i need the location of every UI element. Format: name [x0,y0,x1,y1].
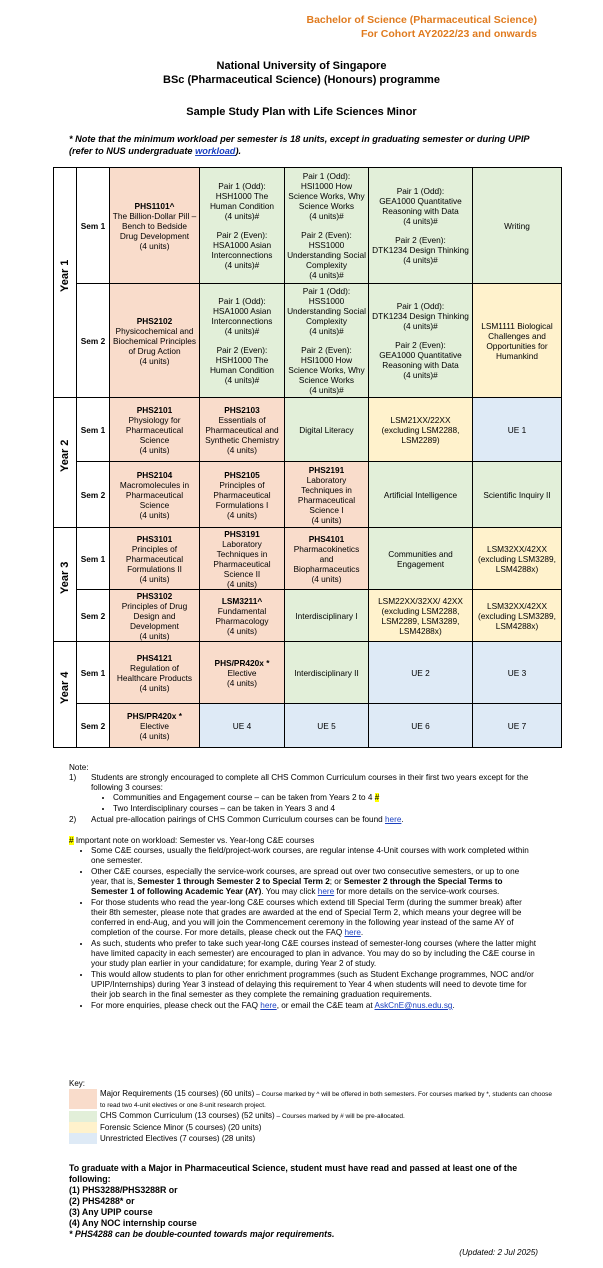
updated-date: (Updated: 2 Jul 2025) [459,1248,538,1257]
course-code: PHS3101 [136,533,173,544]
course-cell [110,528,200,590]
course-cell [369,284,473,398]
course-text: Interdisciplinary II [294,667,359,678]
ue-swatch [69,1133,97,1144]
workload-bullet: • Other C&E courses, especially the service-work courses, are spread out over two consecutive semesters, or up to one year, that is, Semester 1 through Semester 2 to Special Term 2; or Semester 2 through the Special Terms to Semester 1 of following Academic Year (AY). You may click here for more details on the service-work courses. [91,867,539,897]
course-text: (4 units)# [309,326,344,336]
course-text: Laboratory Techniques in Pharmaceutical Science I [297,474,356,515]
course-text: (4 units)# [224,260,260,270]
course-text: Pair 2 (Even): [395,235,446,245]
plan-row [54,462,562,528]
course-text: (4 units) [139,573,170,584]
course-text: Elective [139,720,170,731]
cohort-label: For Cohort AY2022/23 and onwards [360,28,537,40]
course-text: (4 units) [227,677,257,688]
course-text [287,336,366,345]
course-text: (4 units) [227,625,257,636]
course-text: UE 5 [317,720,336,731]
semester-label: Sem 2 [77,590,110,642]
course-text: (4 units)# [403,255,438,265]
faq-link[interactable]: here [344,928,361,937]
semester-label: Sem 1 [77,642,110,704]
course-cell [285,284,369,398]
workload-important-note: # Important note on workload: Semester vs. Year-long C&E courses • Some C&E courses, usually the field/project-work courses, are regular intense 4-Unit courses with work completed within one semester. • Other C&E courses, especially the service-work courses, are spread out over two consecutive semesters, or up to one year, that is, Semester 1 through Semester 2 to Special Term 2; or Semester 2 through the Special Terms to Semester 1 of following Academic Year (AY). You may click here for more details on the service-work courses. • For those students who read the year-long C&E courses which extend till Special Term (during the summer break) after their 8th semester, please note that grades are awarded at the end of Special Term 2, which means your degree will be conferred in end-Aug, and you will join the Commencement ceremony in the following year instead of the same AY of completion of the course. For more details, please check out the FAQ here. • As such, students who prefer to take such year-long C&E courses instead of semester-long courses (where the latter might have limited capacity in each semester) are encouraged to plan in advance. You may do so by including the C&E course in your study plan earlier in your candidature; for example, during Year 2 of study. • This would allow students to plan for other enrichment programmes (such as Student Exchange programmes, NOC and/or UPIP/Internships) during Year 3 instead of delaying this requirement to Year 4 when students will need to devote time for their job search in the final semester as they complete the remaining graduation requirements. • For more enquiries, please check out the FAQ here, or email the C&E team at AskCnE@nus.edu.sg. [69,836,539,1012]
course-cell [110,462,200,528]
course-text: LSM21XX/22XX (excluding LSM2288, LSM2289) [381,414,460,445]
course-code: PHS4121 [136,652,173,663]
course-text: Writing [504,220,530,231]
legend-item-minor: Forensic Science Minor (5 courses) (20 units) [69,1122,559,1133]
legend-item-ue: Unrestricted Electives (7 courses) (28 units) [69,1133,559,1144]
course-cell [285,398,369,462]
course-text: (4 units)# [224,211,260,221]
semester-label: Sem 2 [77,462,110,528]
course-cell [110,398,200,462]
course-text: (4 units)# [309,270,344,280]
plan-row [54,398,562,462]
course-text: (4 units) [311,514,342,525]
plan-row [54,168,562,284]
course-text: (4 units) [227,444,257,455]
course-text: Pair 1 (Odd): [218,181,266,191]
course-cell [200,590,285,642]
course-text [371,226,470,235]
course-text: (4 units) [139,509,170,520]
course-text: Laboratory Techniques in Pharmaceutical Science II [213,538,271,579]
semester-label: Sem 1 [77,398,110,462]
workload-note: * Note that the minimum workload per semester is 18 units, except in graduating semester or during UPIP (refer to NUS undergraduate workload). [69,134,530,156]
legend-heading: Key: [69,1079,86,1088]
course-text: Pair 2 (Even): [301,230,352,240]
plan-row [54,704,562,748]
semester-label: Sem 2 [77,284,110,398]
legend-item-major: Major Requirements (15 courses) (60 units) – Course marked by ^ will be offered in both semesters. For courses marked by *, students can choose to read two 4-unit electives or one 8-unit research project. [69,1089,559,1111]
course-text: UE 6 [411,720,430,731]
workload-bullet: • For those students who read the year-long C&E courses which extend till Special Term (during the summer break) after their 8th semester, please note that grades are awarded at the end of Special Term 2, which means your degree will be conferred in end-Aug, and you will join the Commencement ceremony in the following year instead of the same AY of completion of the course. For more details, please check out the FAQ here. [91,898,539,938]
course-cell [200,284,285,398]
course-cell [473,168,562,284]
plan-row [54,590,562,642]
programme-name: Bachelor of Science (Pharmaceutical Science) [306,14,537,26]
course-text: Pair 1 (Odd): [302,171,351,181]
course-text: Digital Literacy [299,424,354,435]
year-label: Year 3 [54,528,77,642]
course-text: (4 units) [139,444,170,455]
course-cell [473,462,562,528]
course-cell [110,642,200,704]
course-cell [473,398,562,462]
course-cell [200,462,285,528]
notes-heading: Note: [69,763,89,772]
legend [69,1079,559,1144]
course-text: (4 units) [227,578,257,589]
note-2: 2) Actual pre-allocation pairings of CHS Common Curriculum courses can be found here. [69,815,404,824]
course-text: Fundamental Pharmacology [215,605,269,626]
pairings-link[interactable]: here [384,815,402,824]
chs-swatch [69,1111,97,1122]
course-text: (4 units) [139,240,170,251]
course-text: LSM32XX/42XX (excluding LSM3289, LSM4288x) [478,600,556,631]
course-text: HSI1000 How Science Works, Why Science Works [288,181,365,211]
course-text: HSI1000 How Science Works, Why Science Works [288,355,365,385]
course-cell [369,168,473,284]
workload-bullet: • Some C&E courses, usually the field/project-work courses, are regular intense 4-Unit courses with work completed within one semester. [91,846,539,866]
course-text: Principles of Pharmaceutical Formulations II [125,543,184,574]
plan-row [54,528,562,590]
course-cell [110,168,200,284]
course-code: PHS3102 [136,590,173,601]
course-text [287,221,366,230]
course-cell [285,528,369,590]
course-cell [110,284,200,398]
course-cell [200,398,285,462]
course-text: UE 2 [411,667,430,678]
course-code: LSM3211^ [221,595,263,606]
course-text: Physiology for Pharmaceutical Science [125,414,184,445]
course-cell [473,642,562,704]
course-code: PHS2102 [136,315,173,326]
plan-row [54,642,562,704]
plan-row [54,284,562,398]
course-text: Principles of Drug Design and Development [121,600,188,631]
course-text: UE 7 [507,720,527,731]
course-cell [110,590,200,642]
course-text: Macromolecules in Pharmaceutical Science [119,479,190,510]
course-text: DTK1234 Design Thinking [372,245,469,255]
course-code: PHS1101^ [134,200,175,211]
course-text: The Billion-Dollar Pill – Bench to Bedside Drug Development [112,210,197,241]
course-cell [110,704,200,748]
notes-section [69,763,539,825]
course-text: (4 units) [227,509,257,520]
course-code: PHS2104 [136,469,173,480]
course-text: Pair 2 (Even): [395,340,446,350]
minor-swatch [69,1122,97,1133]
course-cell [369,642,473,704]
course-text: (4 units) [139,682,170,693]
study-plan-table [53,167,562,748]
course-text: (4 units)# [309,385,344,395]
course-text: LSM32XX/42XX (excluding LSM3289, LSM4288x) [478,543,556,574]
course-text: UE 4 [232,720,252,731]
course-text: (4 units) [139,730,170,741]
course-code: PHS2103 [224,404,260,415]
course-code: PHS/PR420x * [127,710,182,721]
note-1: 1) Students are strongly encouraged to complete all CHS Common Curriculum courses in their first two years except for the following 3 courses: • Communities and Engagement course – can be taken from Years 2 to 4 # • Two Interdisciplinary courses – can be taken in Years 3 and 4 [69,773,539,815]
course-text: UE 3 [507,667,527,678]
workload-link[interactable]: workload [195,146,236,156]
course-cell [285,642,369,704]
plan-title: Sample Study Plan with Life Sciences Minor [186,106,417,118]
course-text: LSM22XX/32XX/ 42XX (excluding LSM2288, LSM2289, LSM3289, LSM4288x) [378,595,463,636]
course-text: Physicochemical and Biochemical Principles of Drug Action [112,325,196,356]
important-note-heading: Important note on workload: Semester vs. Year-long C&E courses [73,836,315,845]
programme-header [306,13,537,41]
year-label: Year 4 [54,642,77,748]
course-text: Scientific Inquiry II [483,489,551,500]
course-text: (4 units)# [403,216,438,226]
course-text: Essentials of Pharmaceutical and Synthetic Chemistry [205,414,279,445]
email-link[interactable]: AskCnE@nus.edu.sg [374,1001,453,1010]
course-text: (4 units)# [403,321,438,331]
year-label: Year 2 [54,398,77,528]
programme-title: BSc (Pharmaceutical Science) (Honours) programme [163,74,440,86]
course-code: PHS3191 [224,528,260,539]
course-text: Pair 1 (Odd): [302,286,351,296]
semester-label: Sem 2 [77,704,110,748]
course-text: Pair 2 (Even): [301,345,352,355]
course-text: LSM1111 Biological Challenges and Opportunities for Humankind [481,320,553,361]
course-text: HSH1000 The Human Condition [209,355,275,375]
course-text: (4 units)# [224,375,260,385]
course-code: PHS/PR420x * [214,657,270,668]
course-text: (4 units)# [309,211,344,221]
legend-item-chs: CHS Common Curriculum (13 courses) (52 units) – Courses marked by # will be pre-allocated. [69,1111,559,1122]
course-text: Pair 1 (Odd): [396,301,445,311]
course-cell [285,590,369,642]
course-text: Pair 1 (Odd): [396,186,445,196]
course-text: (4 units) [139,630,170,641]
course-text: (4 units) [311,573,342,584]
course-text [371,331,470,340]
course-text: Elective [227,667,257,678]
major-swatch [69,1089,97,1109]
course-text: HSH1000 The Human Condition [209,191,275,211]
course-cell [369,528,473,590]
course-text: UE 1 [507,424,527,435]
course-code: PHS2101 [136,404,173,415]
faq-enquiry-link[interactable]: here [260,1001,277,1010]
note-1-bullet: • Communities and Engagement course – can be taken from Years 2 to 4 # [113,793,539,803]
course-text: HSA1000 Asian Interconnections [211,306,273,326]
course-cell [285,462,369,528]
course-text: Artificial Intelligence [383,489,458,500]
course-cell [369,462,473,528]
course-cell [285,168,369,284]
course-text: (4 units)# [224,326,260,336]
course-cell [369,704,473,748]
course-text: Communities and Engagement [388,548,453,569]
course-text: Pair 1 (Odd): [218,296,266,306]
semester-label: Sem 1 [77,528,110,590]
workload-bullet: • This would allow students to plan for other enrichment programmes (such as Student Exchange programmes, NOC and/or UPIP/Internships) during Year 3 instead of delaying this requirement to Year 4 when students will need to devote time for their job search in the final semester as they complete the remaining graduation requirements. [91,970,539,1000]
course-text: Interdisciplinary I [295,610,358,621]
course-cell [473,590,562,642]
course-code: PHS2105 [224,469,260,480]
course-text: Regulation of Healthcare Products [116,662,193,683]
course-code: PHS4101 [308,533,345,544]
course-text: Pharmacokinetics and Biopharmaceutics [293,543,360,574]
course-text [202,336,282,345]
course-cell [285,704,369,748]
course-cell [200,704,285,748]
course-cell [200,642,285,704]
year-label: Year 1 [54,168,77,398]
note-1-bullet: • Two Interdisciplinary courses – can be taken in Years 3 and 4 [113,804,539,814]
course-text [202,221,282,230]
course-cell [473,528,562,590]
course-cell [369,590,473,642]
course-code: PHS2191 [308,464,345,475]
semester-label: Sem 1 [77,168,110,284]
course-cell [200,168,285,284]
course-text: HSS1000 Understanding Social Complexity [287,240,366,270]
course-cell [473,704,562,748]
course-text: (4 units) [139,355,170,366]
university-name: National University of Singapore [216,60,387,72]
course-cell [473,284,562,398]
course-text: GEA1000 Quantitative Reasoning with Data [379,350,462,370]
course-text: HSS1000 Understanding Social Complexity [287,296,366,326]
service-work-link[interactable]: here [317,887,335,896]
workload-bullet: • For more enquiries, please check out the FAQ here, or email the C&E team at AskCnE@nus.edu.sg. [91,1001,539,1011]
course-cell [200,528,285,590]
course-text: (4 units)# [403,370,438,380]
course-text: DTK1234 Design Thinking [372,311,469,321]
course-text: GEA1000 Quantitative Reasoning with Data [379,196,462,216]
course-text: Pair 2 (Even): [216,345,268,355]
workload-bullet: • As such, students who prefer to take such year-long C&E courses instead of semester-long courses (where the latter might have limited capacity in each semester) are encouraged to plan in advance. You may do so by including the C&E course in your study plan earlier in your candidature; for example, during Year 2 of study. [91,939,539,969]
graduation-requirements: To graduate with a Major in Pharmaceutical Science, student must have read and passed at least one of the following: (1) PHS3288/PHS3288R or (2) PHS4288* or (3) Any UPIP course (4) Any NOC internship course * PHS4288 can be double-counted towards major requirements. [69,1163,518,1239]
course-cell [369,398,473,462]
course-text: HSA1000 Asian Interconnections [211,240,273,260]
course-text: Principles of Pharmaceutical Formulations I [213,479,271,510]
course-text: Pair 2 (Even): [216,230,268,240]
